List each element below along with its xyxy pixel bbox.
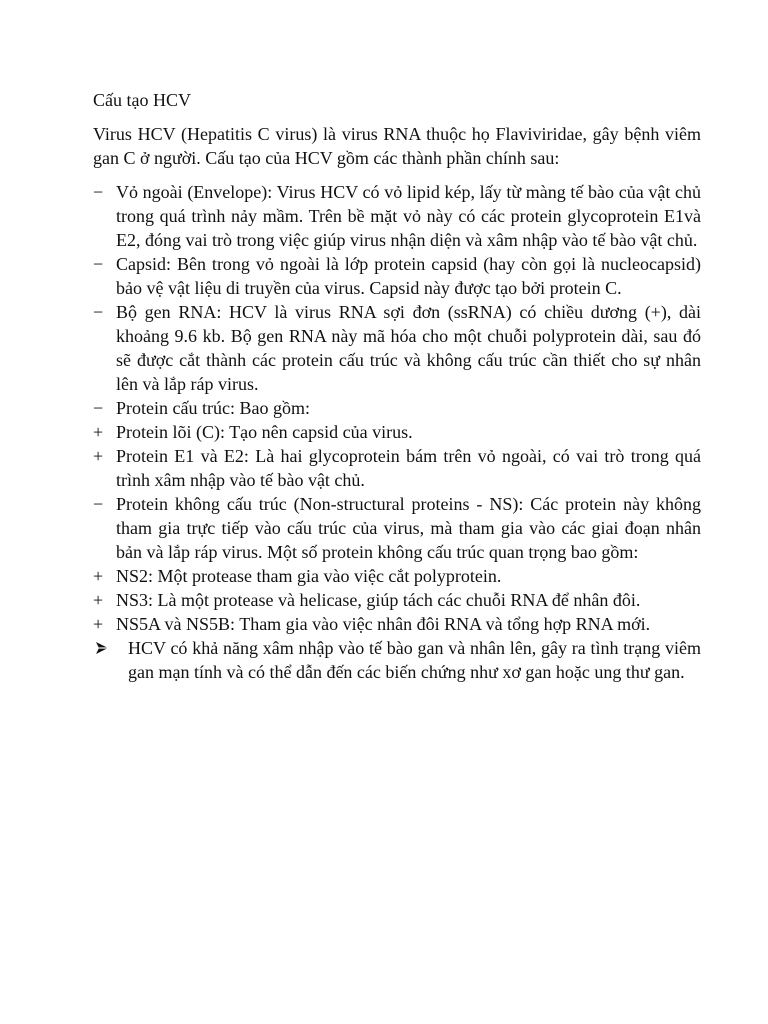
list-item (93, 492, 701, 564)
dash-bullet: − (93, 254, 104, 274)
list-item-text: Protein cấu trúc: Bao gồm: (116, 398, 310, 418)
list-item-text: NS5A và NS5B: Tham gia vào việc nhân đôi RNA và tổng hợp RNA mới. (116, 614, 651, 634)
list-item-text: Vỏ ngoài (Envelope): Virus HCV có vỏ lipid kép, lấy từ màng tế bào của vật chủ trong quá trình nảy mầm. Trên bề mặt vỏ này có các protein glycoprotein E1và E2, đóng vai trò trong việc giúp virus nhận diện và xâm nhập vào tế bào vật chủ. (116, 182, 701, 250)
plus-bullet: + (93, 446, 104, 466)
plus-bullet: + (93, 422, 104, 442)
list-item-text: Bộ gen RNA: HCV là virus RNA sợi đơn (ssRNA) có chiều dương (+), dài khoảng 9.6 kb. Bộ gen RNA này mã hóa cho một chuỗi polyprotein dài, sau đó sẽ được cắt thành các protein cấu trúc và không cấu trúc cần thiết cho sự nhân lên và lắp ráp virus. (116, 302, 701, 394)
list-item (93, 252, 701, 300)
document-page (93, 88, 701, 684)
dash-bullet: − (93, 302, 104, 322)
list-item (93, 180, 701, 252)
list-item (93, 564, 701, 588)
conclusion-text: HCV có khả năng xâm nhập vào tế bào gan và nhân lên, gây ra tình trạng viêm gan mạn tính và có thể dẫn đến các biến chứng như xơ gan hoặc ung thư gan. (128, 638, 701, 682)
list-item-text: Protein lõi (C): Tạo nên capsid của virus. (116, 422, 413, 442)
plus-bullet: + (93, 614, 104, 634)
conclusion-item (93, 636, 701, 684)
component-list (93, 180, 701, 684)
document-title: Cấu tạo HCV (93, 90, 191, 110)
list-item (93, 444, 701, 492)
list-item (93, 588, 701, 612)
list-item-text: Capsid: Bên trong vỏ ngoài là lớp protein capsid (hay còn gọi là nucleocapsid) bảo vệ vật liệu di truyền của virus. Capsid này được tạo bởi protein C. (116, 254, 701, 298)
list-item-text: NS3: Là một protease và helicase, giúp tách các chuỗi RNA để nhân đôi. (116, 590, 641, 610)
plus-bullet: + (93, 590, 104, 610)
dash-bullet: − (93, 182, 104, 202)
arrow-bullet-icon (95, 636, 115, 660)
list-item (93, 420, 701, 444)
list-item-text: NS2: Một protease tham gia vào việc cắt polyprotein. (116, 566, 502, 586)
list-item-text: Protein không cấu trúc (Non-structural proteins - NS): Các protein này không tham gia trực tiếp vào cấu trúc của virus, mà tham gia vào các giai đoạn nhân bản và lắp ráp virus. Một số protein không cấu trúc quan trọng bao gồm: (116, 494, 701, 562)
intro-paragraph: Virus HCV (Hepatitis C virus) là virus RNA thuộc họ Flaviviridae, gây bệnh viêm gan C ở người. Cấu tạo của HCV gồm các thành phần chính sau: (93, 124, 701, 168)
dash-bullet: − (93, 398, 104, 418)
list-item (93, 300, 701, 396)
list-item (93, 612, 701, 636)
dash-bullet: − (93, 494, 104, 514)
plus-bullet: + (93, 566, 104, 586)
list-item-text: Protein E1 và E2: Là hai glycoprotein bám trên vỏ ngoài, có vai trò trong quá trình xâm nhập vào tế bào vật chủ. (116, 446, 701, 490)
list-item (93, 396, 701, 420)
